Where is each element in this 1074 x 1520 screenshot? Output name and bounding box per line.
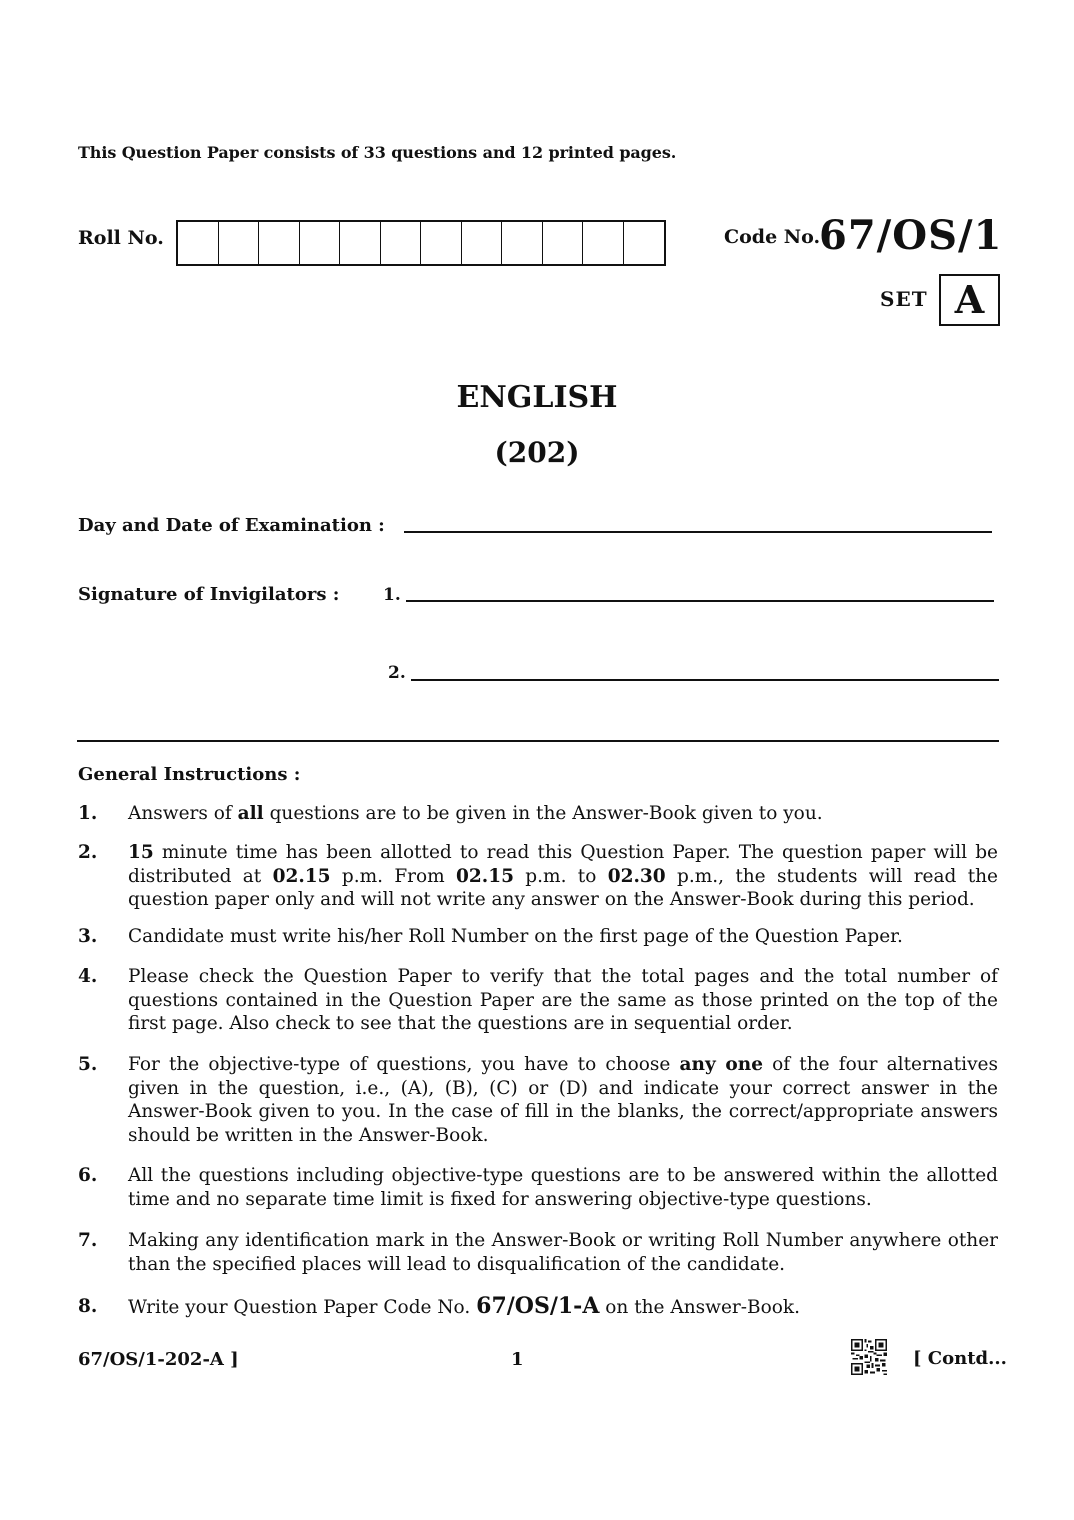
instruction-number: 8.: [78, 1296, 98, 1317]
instruction-text: [128, 1053, 998, 1147]
roll-number-box[interactable]: [340, 222, 381, 264]
code-number-value: 67/OS/1: [819, 212, 1003, 259]
instruction-fragment: minute time has been allotted to read this Question Paper. The question paper will be distributed at: [128, 842, 998, 887]
paper-info-note: This Question Paper consists of 33 questions and 12 printed pages.: [78, 143, 677, 162]
instruction-fragment: All the questions including objective-type questions are to be answered within the allotted time and no separate time limit is fixed for answering objective-type questions.: [128, 1165, 998, 1210]
instruction-item: [78, 1229, 998, 1276]
invigilators-label: Signature of Invigilators :: [78, 584, 340, 605]
instruction-fragment: Please check the Question Paper to verify that the total pages and the total number of questions contained in the Question Paper are the same as those printed on the top of the first page. Also check to see that the questions are in sequential order.: [128, 966, 998, 1034]
instruction-fragment: For the objective-type of questions, you have to choose: [128, 1054, 680, 1075]
instruction-item: [78, 1164, 998, 1211]
instruction-fragment: Making any identification mark in the Answer-Book or writing Roll Number anywhere other than the specified places will lead to disqualification of the candidate.: [128, 1230, 998, 1275]
qr-code-icon: [851, 1339, 887, 1375]
instruction-text: [128, 965, 998, 1036]
instruction-fragment: questions are to be given in the Answer-Book given to you.: [263, 803, 823, 824]
roll-number-box[interactable]: [259, 222, 300, 264]
instruction-text: [128, 925, 998, 949]
invigilator-1-number: 1.: [383, 585, 401, 605]
roll-number-box[interactable]: [381, 222, 422, 264]
instruction-item: [78, 925, 998, 949]
instruction-item: [78, 1295, 998, 1320]
instruction-number: 2.: [78, 842, 98, 863]
roll-number-box[interactable]: [583, 222, 624, 264]
instruction-number: 3.: [78, 926, 98, 947]
instruction-number: 6.: [78, 1165, 98, 1186]
exam-date-label: Day and Date of Examination :: [78, 515, 385, 536]
roll-number-label: Roll No.: [78, 227, 164, 249]
exam-date-line[interactable]: [404, 531, 992, 533]
instruction-item: [78, 802, 998, 826]
subject-title: ENGLISH: [456, 380, 618, 415]
instruction-text: [128, 802, 998, 826]
instruction-text: [128, 1229, 998, 1276]
roll-number-boxes[interactable]: [176, 220, 666, 266]
instruction-number: 5.: [78, 1054, 98, 1075]
instruction-item: [78, 841, 998, 912]
instruction-item: [78, 965, 998, 1036]
instruction-emphasis: any one: [679, 1054, 763, 1075]
code-number-label: Code No.: [724, 226, 821, 248]
page-number: 1: [511, 1349, 524, 1370]
instruction-emphasis: 02.15: [272, 865, 331, 887]
instruction-number: 7.: [78, 1230, 98, 1251]
instruction-emphasis: all: [237, 803, 264, 824]
instruction-number: 1.: [78, 803, 98, 824]
instruction-fragment: p.m. From: [330, 865, 457, 887]
instruction-fragment: Write your Question Paper Code No.: [128, 1297, 477, 1318]
set-label: SET: [880, 287, 928, 311]
instruction-item: [78, 1053, 998, 1147]
roll-number-box[interactable]: [219, 222, 260, 264]
invigilator-1-signature-line[interactable]: [406, 600, 994, 602]
set-value-box: A: [939, 274, 1000, 326]
roll-number-box[interactable]: [178, 222, 219, 264]
roll-number-box[interactable]: [462, 222, 503, 264]
instruction-text: [128, 1295, 998, 1320]
instruction-fragment: of the four alternatives given in the question, i.e., (A), (B), (C) or (D) and indicate your correct answer in the Answer-Book given to you. In the case of fill in the blanks, the correct/appropriate answers should be written in the Answer-Book.: [128, 1054, 998, 1146]
footer-paper-code: 67/OS/1-202-A ]: [78, 1349, 239, 1370]
roll-number-box[interactable]: [502, 222, 543, 264]
instruction-emphasis: 67/OS/1-A: [476, 1293, 600, 1319]
section-divider: [77, 740, 999, 742]
invigilator-2-signature-line[interactable]: [411, 679, 999, 681]
continued-label: [ Contd...: [913, 1348, 1007, 1369]
subject-code: (202): [494, 436, 580, 469]
roll-number-box[interactable]: [624, 222, 665, 264]
instruction-text: [128, 841, 998, 912]
instruction-fragment: p.m. to: [513, 865, 608, 887]
roll-number-box[interactable]: [421, 222, 462, 264]
instruction-fragment: Answers of: [128, 803, 238, 824]
general-instructions-heading: General Instructions :: [78, 764, 301, 785]
invigilator-2-number: 2.: [388, 663, 406, 683]
instruction-emphasis: 15: [128, 842, 154, 863]
instruction-fragment: on the Answer-Book.: [599, 1297, 800, 1318]
instruction-emphasis: 02.15: [456, 865, 514, 887]
instruction-emphasis: 02.30: [607, 865, 666, 887]
instruction-number: 4.: [78, 966, 98, 987]
instruction-text: [128, 1164, 998, 1211]
roll-number-box[interactable]: [300, 222, 341, 264]
roll-number-box[interactable]: [543, 222, 584, 264]
instruction-fragment: Candidate must write his/her Roll Number on the first page of the Question Paper.: [128, 926, 903, 947]
instruction-fragment: p.m., the students will read the question paper only and will not write any answer on the Answer-Book during this period.: [128, 865, 998, 910]
